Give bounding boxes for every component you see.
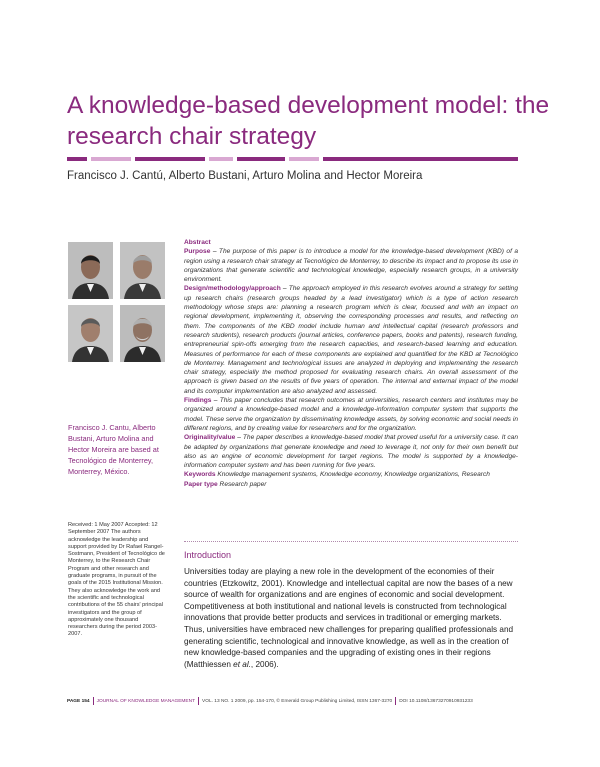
abstract-block [184,238,518,489]
paper-title: A knowledge-based development model: the research chair strategy [67,92,550,150]
author-photo [68,242,113,299]
abstract-design: Design/methodology/approach – The approach employed in this research evolves around a strategy for setting up research chairs (research groups headed by a lead investigator) which is a type of action research methodology whose steps are: planning a research program which is clear, focused and with an impact on regional development, implementing it, observing the corresponding processes and results, and reflecting on them. The components of the KBD model include human and intellectual capital (research professors and research students), research products (journal articles, conference papers, books and patents), research funding, entrepreneurial spin-offs emerging from the research capacities, and research-based learning and education. Measures of performance for each of these components are explained and quantified for the KBD at Tecnológico de Monterrey. Management and technological issues are analyzed in deploying and implementing the research chair strategy, especially the method proposed for evaluating research chairs. An overall assessment of the approach is given based on the results of five years of operation. The internal and external impact of the model and its computer implementation are also analyzed and assessed. [184,285,518,395]
title-rule-segment [135,157,205,161]
footer-separator [395,697,396,705]
abstract-paper-type: Paper type Research paper [184,480,267,488]
page-footer [67,696,522,706]
section-divider [184,541,518,542]
journal-name: JOURNAL OF KNOWLEDGE MANAGEMENT [96,698,196,704]
author-photo [68,305,113,362]
abstract-keywords: Keywords Knowledge management systems, Knowledge economy, Knowledge organizations, Research [184,471,490,479]
abstract-purpose: Purpose – The purpose of this paper is to introduce a model for the knowledge-based development (KBD) of a region using a research chair strategy at Tecnológico de Monterrey, to describe its impact and to propose its use in organizations that generate scientific and technological knowledge, especially research groups, in a university environment. [184,248,518,284]
introduction-heading: Introduction [184,550,232,560]
title-rule-segment [289,157,319,161]
title-rule-segment [237,157,285,161]
title-rule-segment [209,157,233,161]
abstract-originality: Originality/value – The paper describes a knowledge-based model that proved useful for a university case. It can be adapted by organizations that generate knowledge and need to leverage it, not only for their own benefit but also as an engine of economic development for target regions. The model is supported by a knowledge-information computer system and has been running for five years. [184,434,518,470]
title-rule-segment [91,157,131,161]
author-photo [120,242,165,299]
footer-separator [93,697,94,705]
introduction-text: Universities today are playing a new role in the development of the economies of their countries (Etzkowitz, 2001). Knowledge and intellectual capital are now the bases of a new source of wealth for organizations and are engines of economic and social development. Competitiveness at both institutional and national levels is constructed from technological innovations that provide better products and services in traditional or emerging markets. Thus, universities have embraced new challenges for preparing qualified professionals and generating scientific, technological and innovative knowledge, as well as in the creation of new knowledge-based companies and the upgrading of existing ones in their regions (Matthiessen et al., 2006). [184,567,514,669]
abstract-findings: Findings – This paper concludes that research outcomes at universities, research centers and institutes may be organized around a knowledge-based model and a knowledge-information computer system that supports the model. These serve the organization by disseminating knowledge assets, by solving economic and social needs in different regions, and by creating value for researchers and for the organization. [184,397,518,432]
author-photo [120,305,165,362]
journal-volume: VOL. 13 NO. 1 2009, pp. 154-170, © Emerald Group Publishing Limited, ISSN 1367-3270 [202,698,393,704]
page-number: PAGE 154 [67,698,90,704]
received-acknowledgement: Received: 1 May 2007 Accepted: 12 September 2007 The authors acknowledge the leadership and support provided by Dr Rafael Rangel-Sostmann, President of Tecnológico de Monterrey, to the Research Chair Program and other research and graduate programs, in pursuit of the goals of the 2015 Institutional Mission. They also acknowledge the work and the scientific and technological contributions of the 55 chairs' principal investigators and the group of approximately one thousand researchers during the period 2003-2007. [68,522,165,638]
doi: DOI 10.1108/13673270910931233 [399,698,473,704]
title-rule-segment [323,157,518,161]
author-affiliation: Francisco J. Cantu, Alberto Bustani, Arturo Molina and Hector Moreira are based at Tecnológico de Monterrey, Monterrey, México. [68,423,159,476]
title-rule-segment [67,157,87,161]
author-list: Francisco J. Cantú, Alberto Bustani, Arturo Molina and Hector Moreira [67,170,423,182]
footer-separator [198,697,199,705]
abstract-heading: Abstract [184,239,211,246]
